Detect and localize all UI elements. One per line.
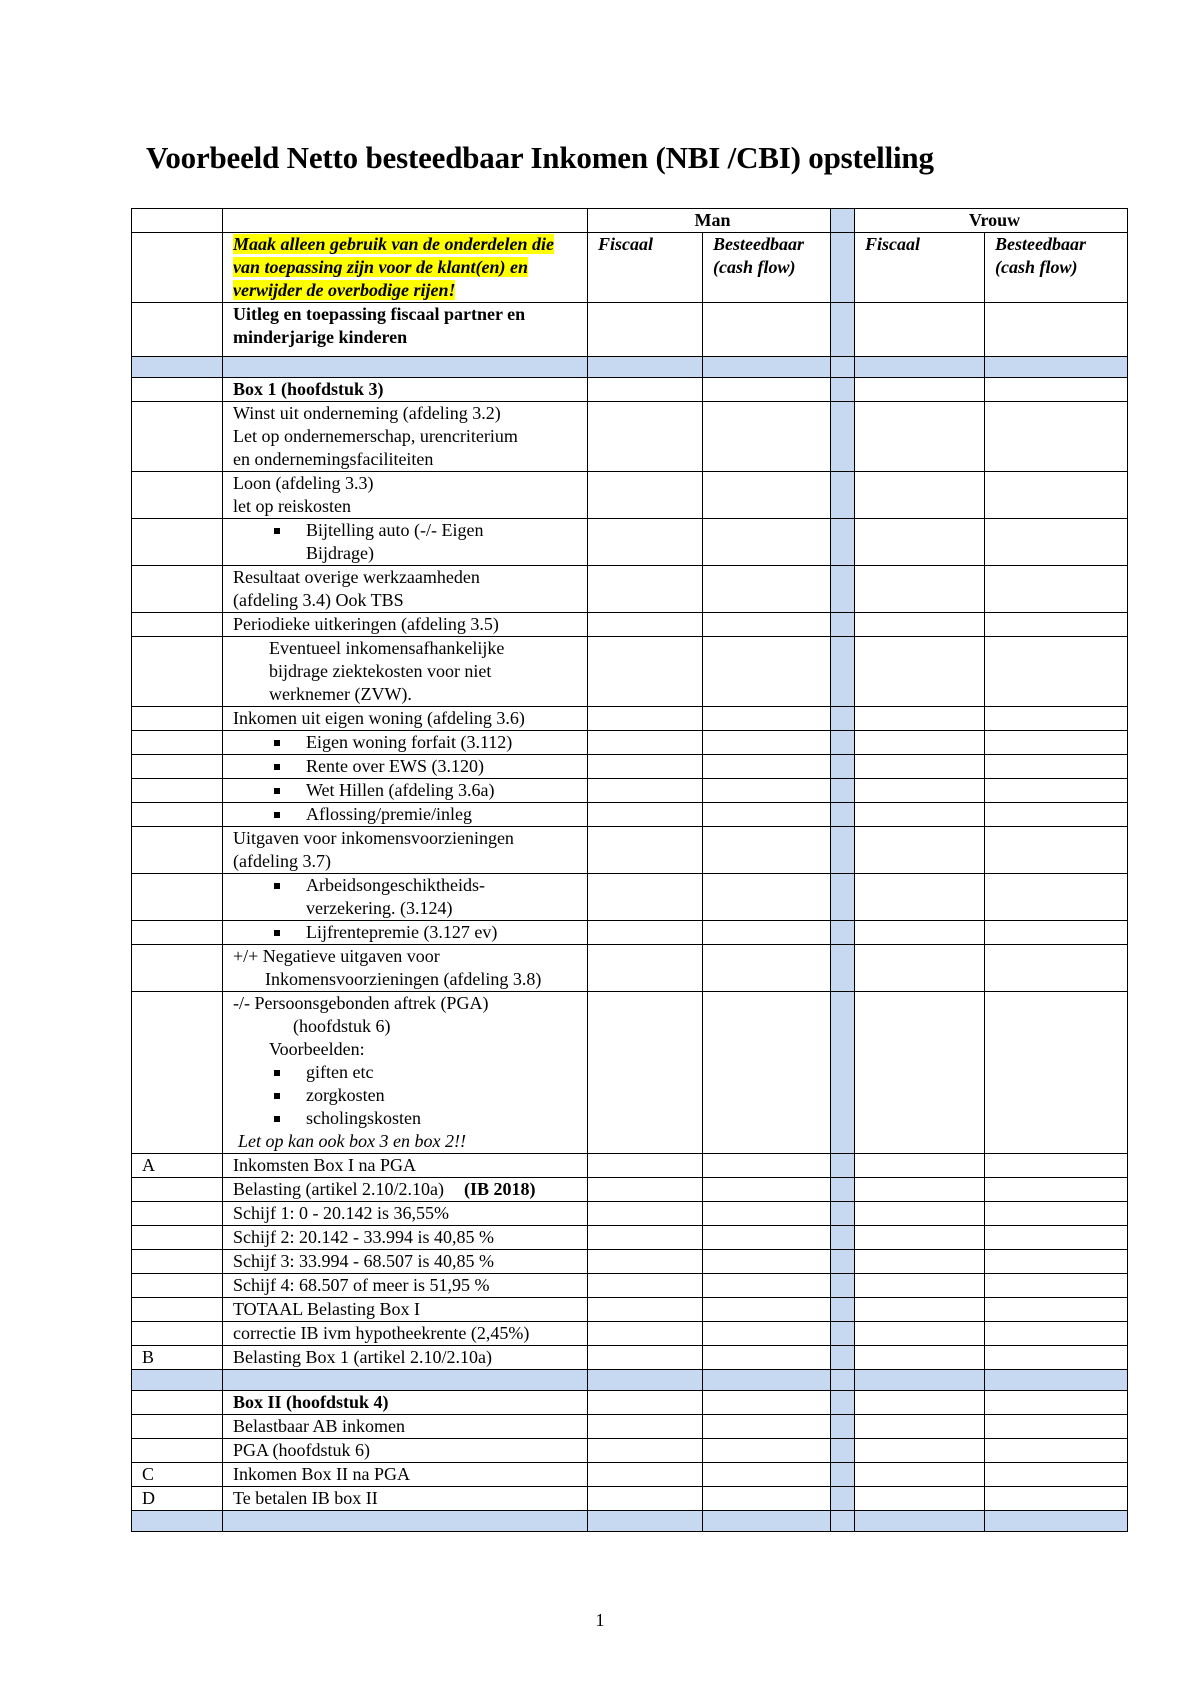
header-row xyxy=(132,209,1128,233)
row-label: Wet Hillen (afdeling 3.6a) xyxy=(223,779,588,803)
table-row xyxy=(132,1154,1128,1178)
row-code: A xyxy=(132,1154,223,1178)
row-label: Belastbaar AB inkomen xyxy=(223,1415,588,1439)
table-row xyxy=(132,1322,1128,1346)
table-row xyxy=(132,566,1128,613)
row-label: TOTAAL Belasting Box I xyxy=(223,1298,588,1322)
table-row xyxy=(132,1274,1128,1298)
table-row xyxy=(132,1346,1128,1370)
row-label: +/+ Negatieve uitgaven voor Inkomensvoorzieningen (afdeling 3.8) xyxy=(223,945,588,992)
row-label: PGA (hoofdstuk 6) xyxy=(223,1439,588,1463)
table-row xyxy=(132,378,1128,402)
row-label: Inkomen Box II na PGA xyxy=(223,1463,588,1487)
vrouw-header: Vrouw xyxy=(855,209,1128,233)
table-row xyxy=(132,779,1128,803)
table-row xyxy=(132,1463,1128,1487)
row-label: Periodieke uitkeringen (afdeling 3.5) xyxy=(223,613,588,637)
table-row xyxy=(132,1250,1128,1274)
row-label: Belasting Box 1 (artikel 2.10/2.10a) xyxy=(223,1346,588,1370)
table-row xyxy=(132,731,1128,755)
table-row xyxy=(132,472,1128,519)
row-label: Winst uit onderneming (afdeling 3.2) Let op ondernemerschap, urencriterium en ondernemingsfaciliteiten xyxy=(223,402,588,472)
row-label: Lijfrentepremie (3.127 ev) xyxy=(223,921,588,945)
row-label: Inkomsten Box I na PGA xyxy=(223,1154,588,1178)
row-label: Eigen woning forfait (3.112) xyxy=(223,731,588,755)
table-row xyxy=(132,402,1128,472)
table-row xyxy=(132,519,1128,566)
instruction-note: Maak alleen gebruik van de onderdelen die van toepassing zijn voor de klant(en) en verwijder de overbodige rijen! xyxy=(233,234,554,300)
table-row xyxy=(132,827,1128,874)
row-label: Bijtelling auto (-/- Eigen Bijdrage) xyxy=(223,519,588,566)
table-row xyxy=(132,303,1128,357)
row-label: Schijf 2: 20.142 - 33.994 is 40,85 % xyxy=(223,1226,588,1250)
table-row xyxy=(132,1202,1128,1226)
table-row xyxy=(132,945,1128,992)
row-label: Uitgaven voor inkomensvoorzieningen (afdeling 3.7) xyxy=(223,827,588,874)
table-row xyxy=(132,755,1128,779)
table-row xyxy=(132,1226,1128,1250)
man-fiscaal-header: Fiscaal xyxy=(588,233,703,303)
table-row xyxy=(132,1415,1128,1439)
row-label: Inkomen uit eigen woning (afdeling 3.6) xyxy=(223,707,588,731)
row-label: Schijf 3: 33.994 - 68.507 is 40,85 % xyxy=(223,1250,588,1274)
page-number: 1 xyxy=(595,1610,605,1630)
row-label: Resultaat overige werkzaamheden (afdeling 3.4) Ook TBS xyxy=(223,566,588,613)
separator-band xyxy=(132,357,1128,378)
row-label: Aflossing/premie/inleg xyxy=(223,803,588,827)
row-label: Schijf 1: 0 - 20.142 is 36,55% xyxy=(223,1202,588,1226)
man-besteedbaar-header: Besteedbaar (cash flow) xyxy=(703,233,831,303)
nbi-table xyxy=(131,208,1128,1532)
row-label: Schijf 4: 68.507 of meer is 51,95 % xyxy=(223,1274,588,1298)
row-label: Eventueel inkomensafhankelijke bijdrage ziektekosten voor niet werknemer (ZVW). xyxy=(223,637,588,707)
vrouw-besteedbaar-header: Besteedbaar (cash flow) xyxy=(985,233,1128,303)
page-title: Voorbeeld Netto besteedbaar Inkomen (NBI /CBI) opstelling xyxy=(146,140,934,175)
vrouw-fiscaal-header: Fiscaal xyxy=(855,233,985,303)
table-row xyxy=(132,1391,1128,1415)
table-row xyxy=(132,1298,1128,1322)
row-code: B xyxy=(132,1346,223,1370)
table-row xyxy=(132,1439,1128,1463)
subheader-row xyxy=(132,233,1128,303)
table-row xyxy=(132,1487,1128,1511)
section-title: Box II (hoofdstuk 4) xyxy=(223,1391,588,1415)
row-label: Loon (afdeling 3.3) let op reiskosten xyxy=(223,472,588,519)
separator-band xyxy=(132,1511,1128,1532)
separator-band xyxy=(132,1370,1128,1391)
row-label: Arbeidsongeschiktheids- verzekering. (3.124) xyxy=(223,874,588,921)
row-label: -/- Persoonsgebonden aftrek (PGA) (hoofdstuk 6) Voorbeelden: giften etc zorgkosten scholingskosten Let op kan ook box 3 en box 2!! xyxy=(223,992,588,1154)
section-title: Box 1 (hoofdstuk 3) xyxy=(223,378,588,402)
table-row xyxy=(132,992,1128,1154)
row-label: Uitleg en toepassing fiscaal partner en minderjarige kinderen xyxy=(223,303,588,357)
man-header: Man xyxy=(588,209,831,233)
row-code: C xyxy=(132,1463,223,1487)
row-label: Belasting (artikel 2.10/2.10a) (IB 2018) xyxy=(223,1178,588,1202)
table-row xyxy=(132,1178,1128,1202)
row-label: Te betalen IB box II xyxy=(223,1487,588,1511)
table-row xyxy=(132,874,1128,921)
table-row xyxy=(132,613,1128,637)
table-row xyxy=(132,637,1128,707)
table-row xyxy=(132,707,1128,731)
row-label: Rente over EWS (3.120) xyxy=(223,755,588,779)
table-row xyxy=(132,803,1128,827)
row-label: correctie IB ivm hypotheekrente (2,45%) xyxy=(223,1322,588,1346)
row-code: D xyxy=(132,1487,223,1511)
table-row xyxy=(132,921,1128,945)
